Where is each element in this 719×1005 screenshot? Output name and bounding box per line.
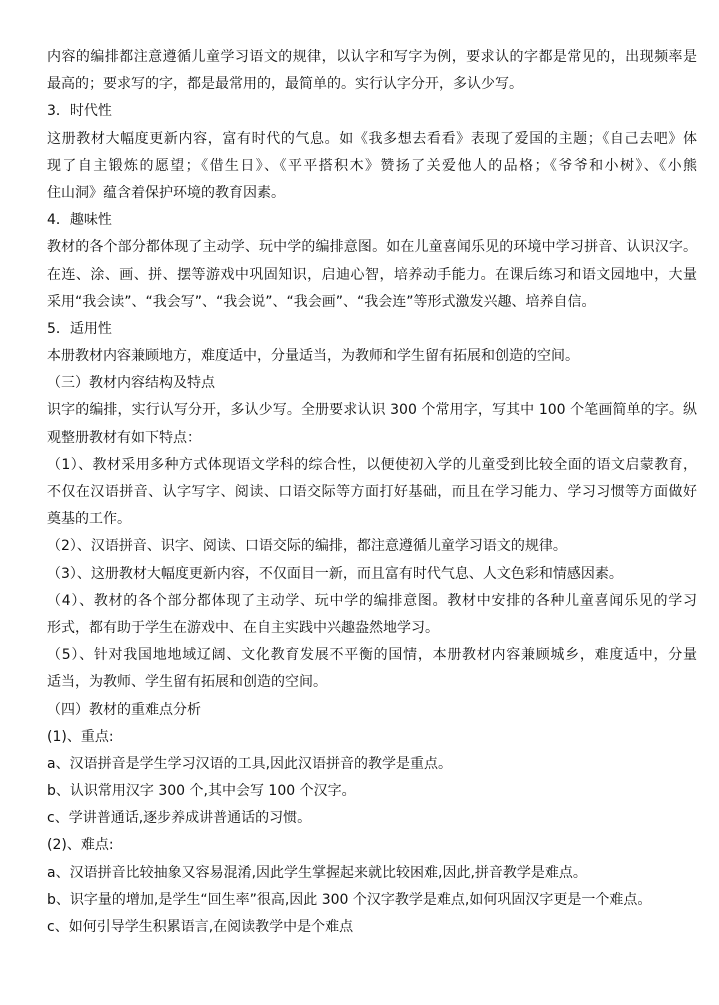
paragraph-line: 形式，都有助于学生在游戏中、在自主实践中兴趣盎然地学习。 bbox=[47, 619, 439, 636]
list-item: b、识字量的增加,是学生“回生率”很高,因此 300 个汉字教学是难点,如何巩固汉字更是一个难点。 bbox=[47, 891, 652, 908]
paragraph-line: 适当，为教师、学生留有拓展和创造的空间。 bbox=[47, 674, 327, 691]
list-item: （5）、针对我国地地域辽阔、文化教育发展不平衡的国情，本册教材内容兼顾城乡，难度适中，分量 bbox=[47, 647, 697, 664]
list-item: （2）、汉语拼音、识字、阅读、口语交际的编排，都注意遵循儿童学习语文的规律。 bbox=[47, 538, 567, 555]
subsection-heading: (2)、难点: bbox=[47, 837, 114, 854]
list-item: a、汉语拼音比较抽象又容易混淆,因此学生掌握起来就比较困难,因此,拼音教学是难点。 bbox=[47, 864, 587, 881]
list-item: c、如何引导学生积累语言,在阅读教学中是个难点 bbox=[47, 919, 354, 935]
subsection-heading: (1)、重点: bbox=[47, 728, 114, 745]
paragraph-line: 奠基的工作。 bbox=[47, 511, 131, 528]
section-heading: 4．趣味性 bbox=[47, 212, 112, 229]
paragraph-line: 最高的；要求写的字，都是最常用的，最简单的。实行认字分开，多认少写。 bbox=[47, 76, 523, 93]
paragraph-line: 住山洞》蕴含着保护环境的教育因素。 bbox=[47, 184, 285, 201]
paragraph-line: 采用“我会读”、“我会写”、“我会说”、“我会画”、“我会连”等形式激发兴趣、培养自信。 bbox=[47, 293, 596, 310]
paragraph-line: 现了自主锻炼的愿望；《借生日》、《平平搭积木》赞扬了关爱他人的品格；《爷爷和小树》、《小熊 bbox=[47, 157, 697, 174]
list-item: a、汉语拼音是学生学习汉语的工具,因此汉语拼音的教学是重点。 bbox=[47, 755, 453, 772]
paragraph-line: 不仅在汉语拼音、认字写字、阅读、口语交际等方面打好基础，而且在学习能力、学习习惯等方面做好 bbox=[47, 484, 697, 500]
section-heading: 3．时代性 bbox=[47, 103, 112, 120]
paragraph-line: 这册教材大幅度更新内容，富有时代的气息。如《我多想去看看》表现了爱国的主题；《自己去吧》体 bbox=[47, 130, 697, 147]
section-heading: 5．适用性 bbox=[47, 320, 112, 337]
list-item: （1）、教材采用多种方式体现语文学科的综合性，以便使初入学的儿童受到比较全面的语文启蒙教育， bbox=[47, 456, 697, 473]
section-heading: （四）教材的重难点分析 bbox=[47, 701, 201, 718]
paragraph-line: 在连、涂、画、拼、摆等游戏中巩固知识，启迪心智，培养动手能力。在课后练习和语文园地中，大量 bbox=[47, 266, 697, 283]
list-item: （4）、教材的各个部分都体现了主动学、玩中学的编排意图。教材中安排的各种儿童喜闻乐见的学习 bbox=[47, 592, 697, 609]
list-item: （3）、这册教材大幅度更新内容，不仅面目一新，而且富有时代气息、人文色彩和情感因素。 bbox=[47, 565, 623, 582]
paragraph-line: 观整册教材有如下特点： bbox=[47, 429, 201, 446]
paragraph-line: 内容的编排都注意遵循儿童学习语文的规律，以认字和写字为例，要求认的字都是常见的，出现频率是 bbox=[47, 49, 697, 65]
paragraph-line: 教材的各个部分都体现了主动学、玩中学的编排意图。如在儿童喜闻乐见的环境中学习拼音、认识汉字。 bbox=[47, 239, 697, 256]
list-item: c、学讲普通话,逐步养成讲普通话的习惯。 bbox=[47, 810, 312, 827]
section-heading: （三）教材内容结构及特点 bbox=[47, 375, 215, 392]
list-item: b、认识常用汉字 300 个,其中会写 100 个汉字。 bbox=[47, 783, 356, 800]
paragraph-line: 本册教材内容兼顾地方，难度适中，分量适当，为教师和学生留有拓展和创造的空间。 bbox=[47, 348, 579, 365]
paragraph-line: 识字的编排，实行认写分开，多认少写。全册要求认识 300 个常用字，写其中 100 个笔画简单的字。纵 bbox=[47, 402, 697, 419]
